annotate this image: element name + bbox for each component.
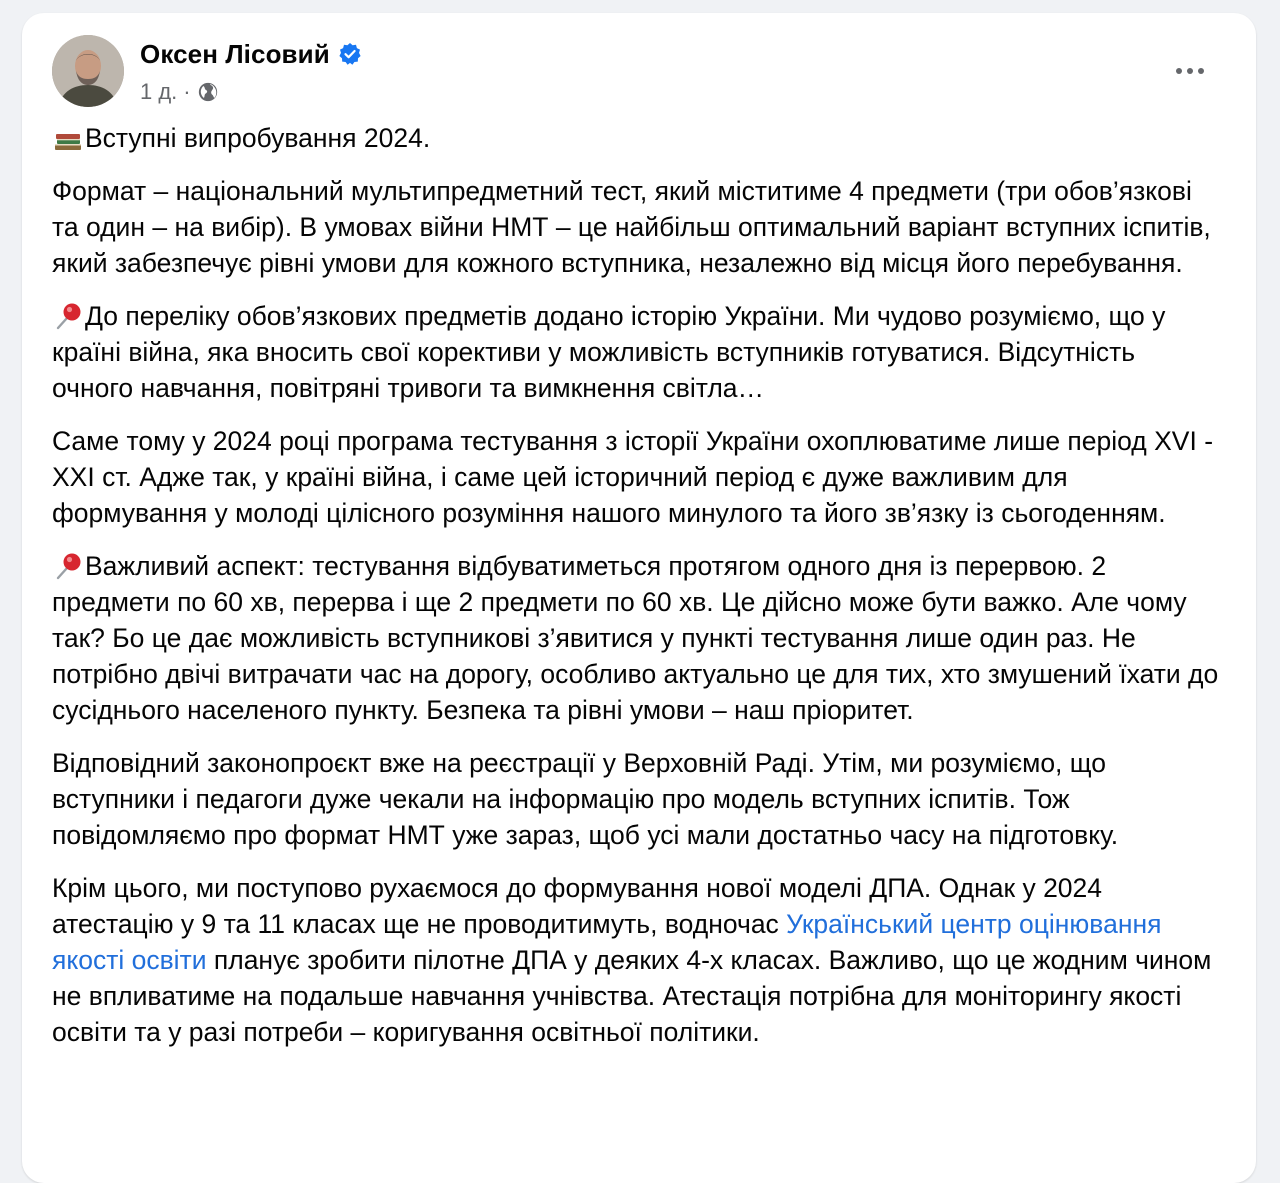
- post-body: [52, 120, 1222, 1067]
- post-text-dpa-before: Крім цього, ми поступово рухаємося до формування нової моделі ДПА. Однак у 2024 атестацію у 9 та 11 класах ще не проводитимуть, водночас: [52, 873, 1103, 939]
- round-pushpin-emoji: [52, 552, 84, 580]
- post-text-aspect: Важливий аспект: тестування відбуватиметься протягом одного дня із перервою. 2 предмети по 60 хв, перерва і ще 2 предмети по 60 хв. Це дійсно може бути важко. Але чому так? Бо це дає можливість вступникові з’явитися у пункті тестування лише один раз. Не потрібно двічі витрачати час на дорогу, особливо актуально це для тих, хто змушений їхати до сусіднього населеного пункту. Безпека та рівні умови – наш пріоритет.: [52, 551, 1219, 725]
- more-dot: [1198, 68, 1204, 74]
- author-name[interactable]: Оксен Лісовий: [140, 38, 330, 69]
- post-paragraph-6: Відповідний законопроєкт вже на реєстрації у Верховній Раді. Утім, ми розуміємо, що вступники і педагоги дуже чекали на інформацію про модель вступних іспитів. Тож повідомляємо про формат НМТ уже зараз, щоб усі мали достатньо часу на підготовку.: [52, 748, 1119, 850]
- ucoyo-link[interactable]: Український центр оцінювання якості освіти: [52, 909, 1162, 975]
- post-paragraph-5: [52, 548, 1222, 728]
- post-text-history: До переліку обов’язкових предметів додано історію України. Ми чудово розуміємо, що у країні війна, яка вносить свої корективи у можливість вступників готуватися. Відсутність очного навчання, повітряні тривоги та вимкнення світла…: [52, 301, 1166, 403]
- more-options-button[interactable]: [1168, 49, 1212, 93]
- post-text-intro: Вступні випробування 2024.: [85, 123, 431, 153]
- post-meta: [140, 77, 219, 107]
- meta-separator: ·: [183, 79, 191, 104]
- more-options-icon: [1176, 68, 1182, 74]
- avatar-photo: [52, 35, 124, 107]
- post-paragraph-4: Саме тому у 2024 році програма тестування з історії України охоплюватиме лише період XVI - XXI ст. Адже так, у країні війна, і саме цей історичний період є дуже важливим для формування у молоді цілісного розуміння нашого минулого та його зв’язку із сьогоденням.: [52, 426, 1214, 528]
- verified-badge-icon: [338, 42, 362, 66]
- author-row: [140, 37, 362, 71]
- globe-icon[interactable]: [197, 81, 219, 103]
- post-timestamp[interactable]: 1 д.: [140, 79, 178, 104]
- post-paragraph-7: [52, 870, 1222, 1050]
- round-pushpin-emoji: [52, 302, 84, 330]
- books-emoji: [52, 124, 84, 152]
- post-header: [50, 33, 1228, 109]
- post-paragraph-1: [52, 120, 1222, 156]
- more-dot: [1187, 68, 1193, 74]
- author-avatar[interactable]: [52, 35, 124, 107]
- post-paragraph-2: Формат – національний мультипредметний тест, який міститиме 4 предмети (три обов’язкові та один – на вибір). В умовах війни НМТ – це найбільш оптимальний варіант вступних іспитів, який забезпечує рівні умови для кожного вступника, незалежно від місця його перебування.: [52, 176, 1211, 278]
- post-text-dpa-after: планує зробити пілотне ДПА у деяких 4-х класах. Важливо, що це жодним чином не впливатиме на подальше навчання учнівства. Атестація потрібна для моніторингу якості освіти та у разі потреби – коригування освітньої політики.: [52, 945, 1212, 1047]
- post-card: [22, 13, 1256, 1183]
- post-paragraph-3: [52, 298, 1222, 406]
